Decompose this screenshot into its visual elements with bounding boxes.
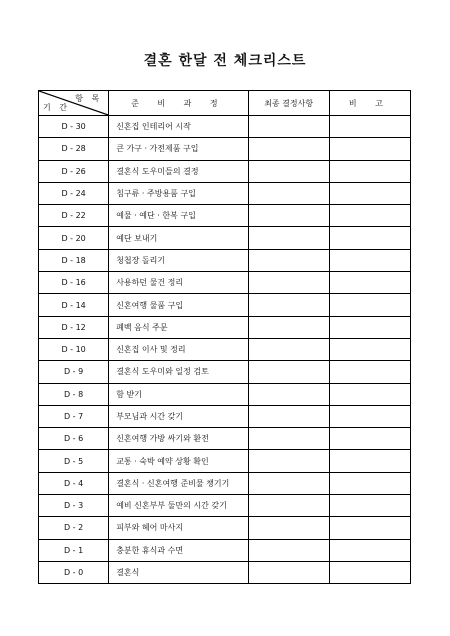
final-decision-cell[interactable] <box>248 561 329 583</box>
task-cell: 폐백 음식 주문 <box>109 316 248 338</box>
table-row <box>39 227 411 249</box>
checklist-table <box>38 90 411 584</box>
period-cell: D - 3 <box>39 495 109 517</box>
period-cell: D - 6 <box>39 428 109 450</box>
period-cell: D - 18 <box>39 249 109 271</box>
table-row <box>39 249 411 271</box>
period-cell: D - 0 <box>39 561 109 583</box>
table-row <box>39 182 411 204</box>
note-cell[interactable] <box>329 428 410 450</box>
period-cell: D - 30 <box>39 116 109 138</box>
note-cell[interactable] <box>329 361 410 383</box>
note-cell[interactable] <box>329 272 410 294</box>
note-cell[interactable] <box>329 138 410 160</box>
note-cell[interactable] <box>329 116 410 138</box>
header-task: 준 비 과 정 <box>109 91 248 116</box>
table-row <box>39 205 411 227</box>
table-row <box>39 495 411 517</box>
final-decision-cell[interactable] <box>248 495 329 517</box>
task-cell: 충분한 휴식과 수면 <box>109 539 248 561</box>
note-cell[interactable] <box>329 450 410 472</box>
task-cell: 부모님과 시간 갖기 <box>109 405 248 427</box>
final-decision-cell[interactable] <box>248 361 329 383</box>
period-cell: D - 26 <box>39 160 109 182</box>
table-row <box>39 338 411 360</box>
final-decision-cell[interactable] <box>248 160 329 182</box>
table-row <box>39 383 411 405</box>
final-decision-cell[interactable] <box>248 472 329 494</box>
period-cell: D - 24 <box>39 182 109 204</box>
task-cell: 예단 보내기 <box>109 227 248 249</box>
note-cell[interactable] <box>329 405 410 427</box>
table-row <box>39 361 411 383</box>
note-cell[interactable] <box>329 227 410 249</box>
note-cell[interactable] <box>329 316 410 338</box>
final-decision-cell[interactable] <box>248 227 329 249</box>
header-item-label: 항 목 <box>75 94 103 103</box>
header-note: 비 고 <box>329 91 410 116</box>
period-cell: D - 7 <box>39 405 109 427</box>
table-row <box>39 294 411 316</box>
final-decision-cell[interactable] <box>248 249 329 271</box>
table-row <box>39 272 411 294</box>
task-cell: 결혼식 · 신혼여행 준비물 챙기기 <box>109 472 248 494</box>
table-row <box>39 561 411 583</box>
task-cell: 예비 신혼부부 둘만의 시간 갖기 <box>109 495 248 517</box>
period-cell: D - 4 <box>39 472 109 494</box>
task-cell: 피부와 헤어 마사지 <box>109 517 248 539</box>
note-cell[interactable] <box>329 182 410 204</box>
table-row <box>39 405 411 427</box>
period-cell: D - 8 <box>39 383 109 405</box>
final-decision-cell[interactable] <box>248 428 329 450</box>
final-decision-cell[interactable] <box>248 405 329 427</box>
document-title: 결혼 한달 전 체크리스트 <box>143 53 307 69</box>
task-cell: 사용하던 물건 정리 <box>109 272 248 294</box>
task-cell: 결혼식 도우미들의 결정 <box>109 160 248 182</box>
note-cell[interactable] <box>329 495 410 517</box>
table-row <box>39 472 411 494</box>
period-cell: D - 1 <box>39 539 109 561</box>
table-row <box>39 450 411 472</box>
period-cell: D - 2 <box>39 517 109 539</box>
period-cell: D - 28 <box>39 138 109 160</box>
task-cell: 결혼식 <box>109 561 248 583</box>
final-decision-cell[interactable] <box>248 539 329 561</box>
period-cell: D - 22 <box>39 205 109 227</box>
note-cell[interactable] <box>329 472 410 494</box>
header-diagonal-cell <box>39 91 109 116</box>
final-decision-cell[interactable] <box>248 182 329 204</box>
task-cell: 침구류 · 주방용품 구입 <box>109 182 248 204</box>
final-decision-cell[interactable] <box>248 138 329 160</box>
task-cell: 신혼집 이사 및 정리 <box>109 338 248 360</box>
task-cell: 결혼식 도우미와 일정 검토 <box>109 361 248 383</box>
final-decision-cell[interactable] <box>248 294 329 316</box>
table-row <box>39 160 411 182</box>
note-cell[interactable] <box>329 561 410 583</box>
header-final-decision: 최종 결정사항 <box>248 91 329 116</box>
final-decision-cell[interactable] <box>248 338 329 360</box>
note-cell[interactable] <box>329 539 410 561</box>
final-decision-cell[interactable] <box>248 116 329 138</box>
period-cell: D - 20 <box>39 227 109 249</box>
table-row <box>39 517 411 539</box>
task-cell: 신혼여행 가방 싸기와 환전 <box>109 428 248 450</box>
note-cell[interactable] <box>329 160 410 182</box>
table-row <box>39 316 411 338</box>
task-cell: 큰 가구 · 가전제품 구입 <box>109 138 248 160</box>
task-cell: 신혼집 인테리어 시작 <box>109 116 248 138</box>
task-cell: 신혼여행 물품 구입 <box>109 294 248 316</box>
final-decision-cell[interactable] <box>248 517 329 539</box>
note-cell[interactable] <box>329 517 410 539</box>
table-header-row <box>39 91 411 116</box>
table-row <box>39 116 411 138</box>
table-row <box>39 539 411 561</box>
final-decision-cell[interactable] <box>248 205 329 227</box>
task-cell: 교통 · 숙박 예약 상황 확인 <box>109 450 248 472</box>
period-cell: D - 16 <box>39 272 109 294</box>
note-cell[interactable] <box>329 294 410 316</box>
period-cell: D - 9 <box>39 361 109 383</box>
note-cell[interactable] <box>329 205 410 227</box>
task-cell: 청첩장 돌리기 <box>109 249 248 271</box>
table-row <box>39 428 411 450</box>
final-decision-cell[interactable] <box>248 383 329 405</box>
table-row <box>39 138 411 160</box>
period-cell: D - 5 <box>39 450 109 472</box>
period-cell: D - 12 <box>39 316 109 338</box>
final-decision-cell[interactable] <box>248 450 329 472</box>
header-period-label: 기 간 <box>43 103 70 112</box>
note-cell[interactable] <box>329 249 410 271</box>
period-cell: D - 14 <box>39 294 109 316</box>
task-cell: 예물 · 예단 · 한복 구입 <box>109 205 248 227</box>
period-cell: D - 10 <box>39 338 109 360</box>
task-cell: 함 받기 <box>109 383 248 405</box>
final-decision-cell[interactable] <box>248 316 329 338</box>
note-cell[interactable] <box>329 338 410 360</box>
note-cell[interactable] <box>329 383 410 405</box>
final-decision-cell[interactable] <box>248 272 329 294</box>
